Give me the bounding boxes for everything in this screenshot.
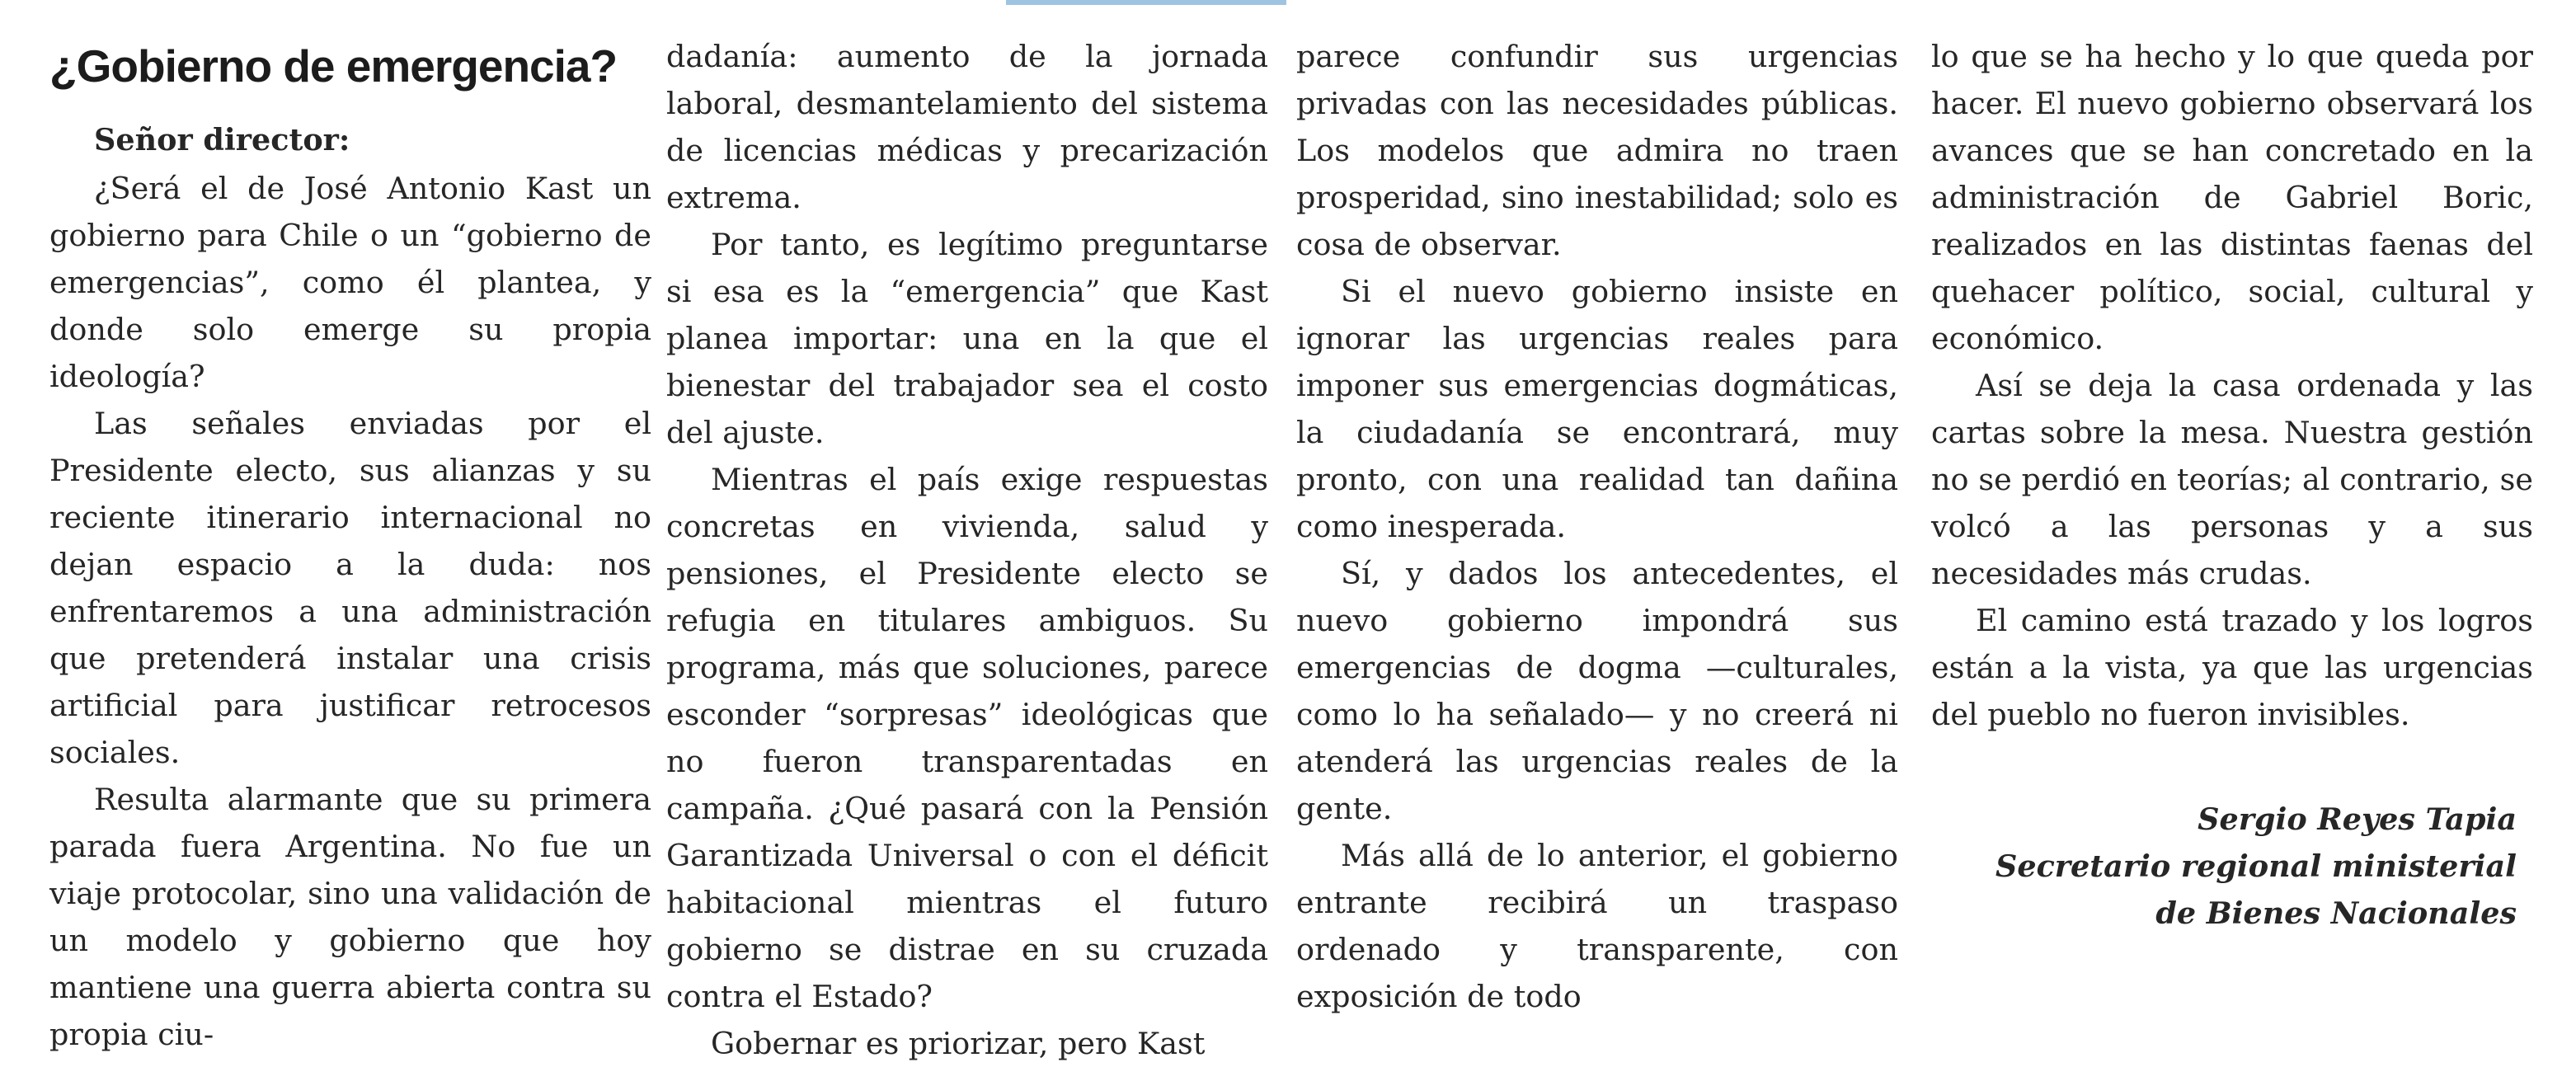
article-column-4: [1931, 33, 2533, 937]
paragraph: Resulta alarmante que su primera parada fuera Argentina. No fue un viaje protocolar, sino una validación de un modelo y gobierno que hoy mantiene una guerra abierta contra su propia ciu-: [49, 782, 651, 1052]
paragraph: Así se deja la casa ordenada y las cartas sobre la mesa. Nuestra gestión no se perdió en teorías; al contrario, se volcó a las personas y a sus necesidades más crudas.: [1931, 368, 2533, 591]
paragraph: Más allá de lo anterior, el gobierno entrante recibirá un traspaso ordenado y transparente, con exposición de todo: [1296, 838, 1898, 1014]
paragraph-continuation: dadanía: aumento de la jornada laboral, desmantelamiento del sistema de licencias médicas y precarización extrema.: [666, 39, 1268, 215]
paragraph: Sí, y dados los antecedentes, el nuevo gobierno impondrá sus emergencias de dogma —culturales, como lo ha señalado— y no creerá ni atenderá las urgencias reales de la gente.: [1296, 556, 1898, 826]
signature-name: Sergio Reyes Tapia: [2198, 801, 2517, 837]
article-headline: ¿Gobierno de emergencia?: [49, 40, 618, 92]
signature-title: Secretario regional ministerial: [1995, 848, 2517, 884]
section-accent-bar: [1006, 0, 1286, 5]
letter-salutation: Señor director:: [94, 122, 350, 157]
paragraph: Gobernar es priorizar, pero Kast: [711, 1026, 1206, 1061]
article-column-2: [666, 33, 1268, 1067]
signature-office: de Bienes Nacionales: [2155, 895, 2517, 931]
paragraph: Por tanto, es legítimo preguntarse si esa es la “emergencia” que Kast planea importar: una en la que el bienestar del trabajador sea el costo del ajuste.: [666, 227, 1268, 450]
paragraph-continuation: lo que se ha hecho y lo que queda por hacer. El nuevo gobierno observará los avances que se han concretado en la administración de Gabriel Boric, realizados en las distintas faenas del quehacer político, social, cultural y económico.: [1931, 39, 2533, 356]
paragraph: ¿Será el de José Antonio Kast un gobierno para Chile o un “gobierno de emergencias”, como él plantea, y donde solo emerge su propia ideología?: [49, 171, 651, 394]
paragraph: Mientras el país exige respuestas concretas en vivienda, salud y pensiones, el Presidente electo se refugia en titulares ambiguos. Su programa, más que soluciones, parece esconder “sorpresas” ideológicas que no fueron transparentadas en campaña. ¿Qué pasará con la Pensión Garantizada Universal o con el déficit habitacional mientras el futuro gobierno se distrae en su cruzada contra el Estado?: [666, 462, 1268, 1014]
letter-signature: [1931, 796, 2533, 937]
article-column-3: [1296, 33, 1898, 1020]
paragraph: El camino está trazado y los logros están a la vista, ya que las urgencias del pueblo no fueron invisibles.: [1931, 603, 2533, 732]
paragraph-continuation: parece confundir sus urgencias privadas con las necesidades públicas. Los modelos que admira no traen prosperidad, sino inestabilidad; solo es cosa de observar.: [1296, 39, 1898, 262]
paragraph: Si el nuevo gobierno insiste en ignorar las urgencias reales para imponer sus emergencias dogmáticas, la ciudadanía se encontrará, muy pronto, con una realidad tan dañina como inesperada.: [1296, 274, 1898, 544]
article-column-1: [49, 33, 651, 1058]
paragraph: Las señales enviadas por el Presidente electo, sus alianzas y su reciente itinerario internacional no dejan espacio a la duda: nos enfrentaremos a una administración que pretenderá instalar una crisis artificial para justificar retrocesos sociales.: [49, 406, 651, 770]
